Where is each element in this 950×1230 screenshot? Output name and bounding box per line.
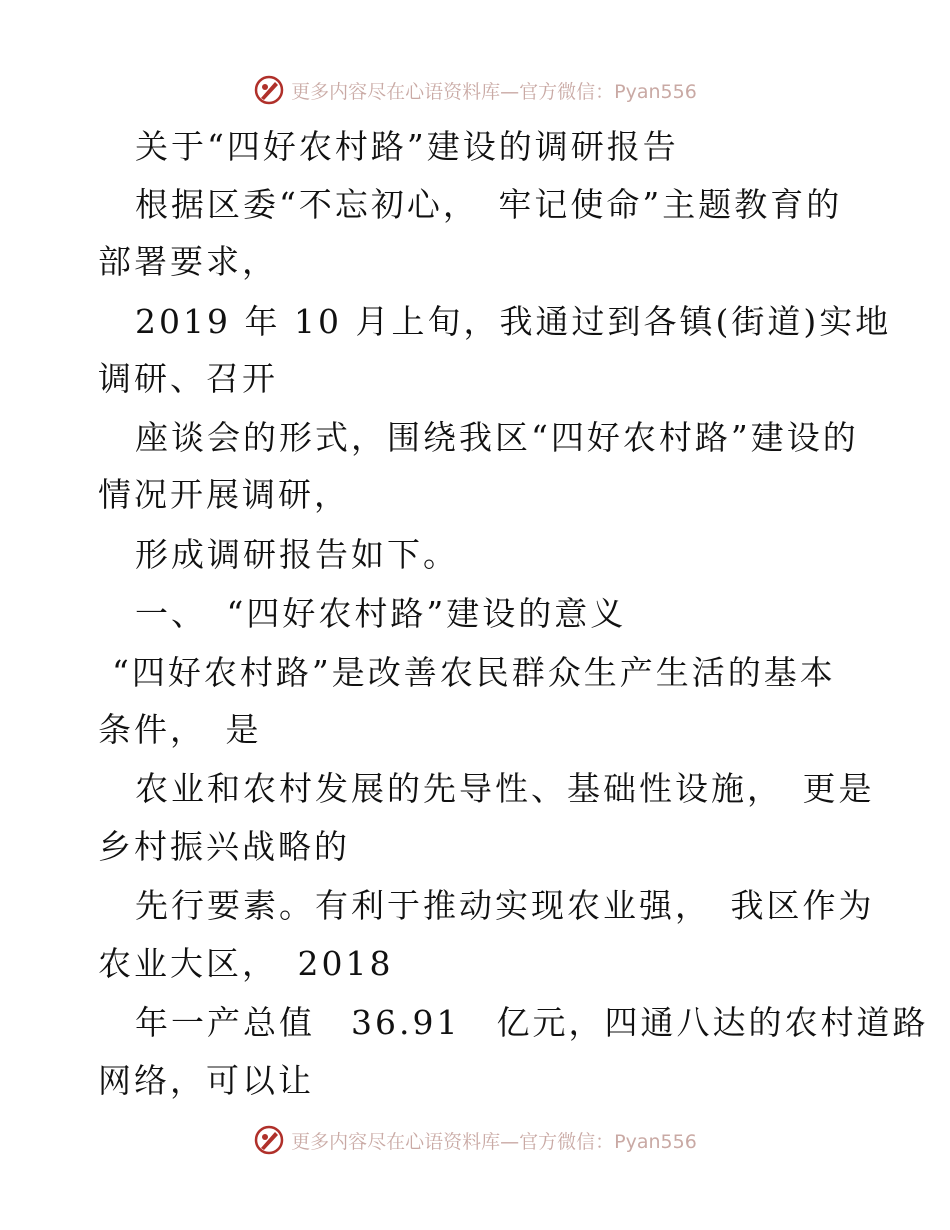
- paragraph-line: 网络，可以让: [98, 1061, 314, 1100]
- paragraph-line: 座谈会的形式，围绕我区“四好农村路”建设的: [135, 418, 859, 457]
- paragraph-line: 调研、召开: [98, 359, 278, 398]
- document-title: 关于“四好农村路”建设的调研报告: [135, 127, 679, 166]
- watermark-text: 更多内容尽在心语资料库—官方微信：Pyan556: [291, 1130, 697, 1153]
- paragraph-line: 形成调研报告如下。: [135, 535, 459, 574]
- paragraph-line: 先行要素。有利于推动实现农业强， 我区作为: [135, 886, 875, 925]
- paragraph-line: 农业大区， 2018: [98, 944, 394, 983]
- paragraph-line: “四好农村路”是改善农民群众生产生活的基本: [112, 653, 836, 692]
- paragraph-line: 2019 年 10 月上旬，我通过到各镇(街道)实地: [135, 302, 892, 341]
- quill-seal-icon: [253, 1124, 285, 1156]
- paragraph-line: 农业和农村发展的先导性、基础性设施， 更是: [135, 769, 875, 808]
- paragraph-line: 年一产总值 36.91 亿元，四通八达的农村道路: [135, 1003, 929, 1042]
- paragraph-line: 乡村振兴战略的: [98, 827, 350, 866]
- watermark-text: 更多内容尽在心语资料库—官方微信：Pyan556: [291, 80, 697, 103]
- paragraph-line: 根据区委“不忘初心， 牢记使命”主题教育的: [135, 185, 843, 224]
- section-heading: 一、 “四好农村路”建设的意义: [135, 594, 627, 633]
- paragraph-line: 条件， 是: [98, 710, 262, 749]
- paragraph-line: 情况开展调研，: [98, 475, 350, 514]
- paragraph-line: 部署要求，: [98, 242, 278, 281]
- watermark-footer: [0, 1120, 950, 1160]
